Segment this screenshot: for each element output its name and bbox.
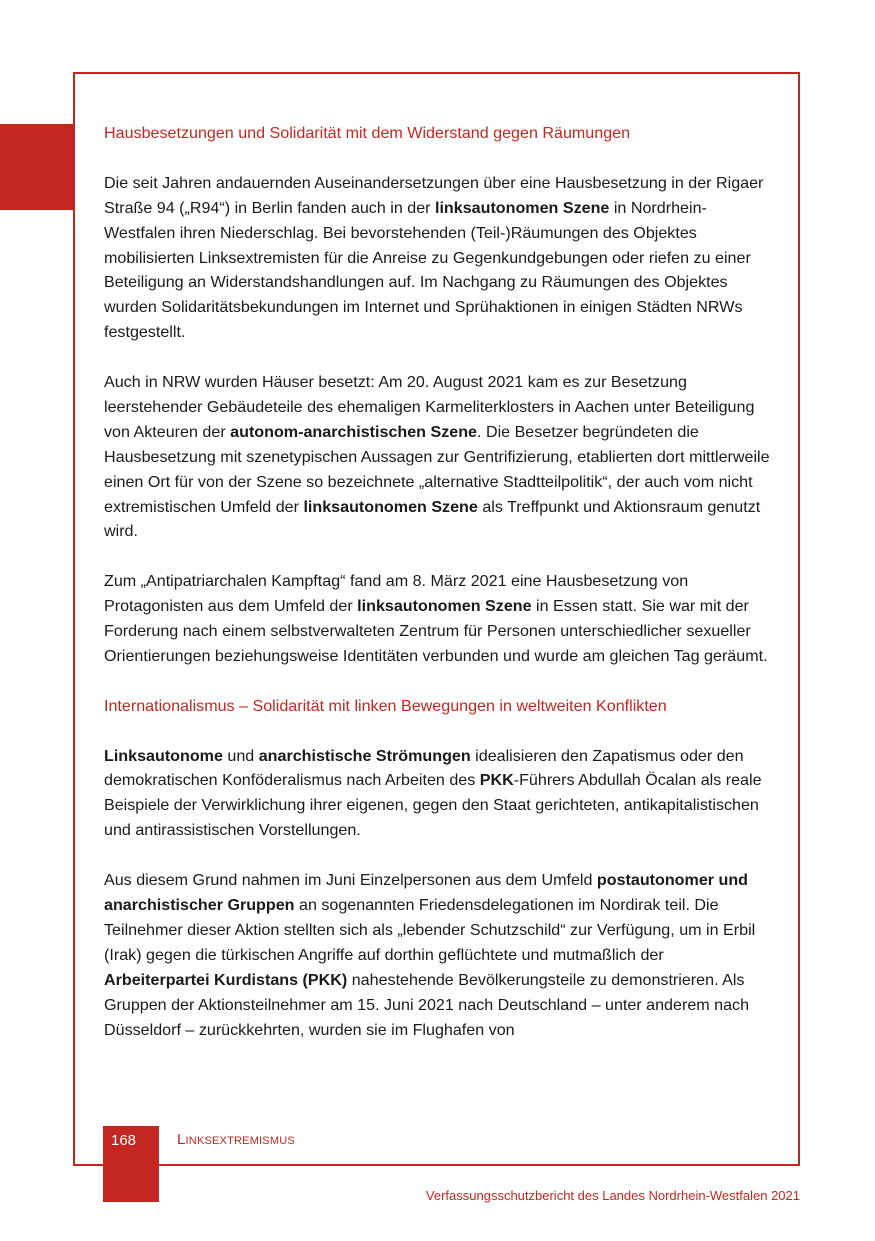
- text: Die seit Jahren andauernden Auseinandersetzungen über eine Hausbesetzung in der Rigaer Straße 94 („R94“) in Berlin fanden auch in der: [104, 173, 764, 217]
- footer-report-title: Verfassungsschutzbericht des Landes Nordrhein-Westfalen 2021: [425, 1188, 800, 1203]
- bold-term: linksautonomen Szene: [303, 497, 478, 516]
- bold-term: postautonomer und anarchistischer Gruppen: [104, 871, 748, 914]
- text: -Führers Abdullah Öcalan als reale Beispiele der Verwirklichung ihrer eigenen, gegen den Staat gerichteten, antikapitalistischen und antirassistischen Vorstellungen.: [104, 771, 762, 840]
- text: Aus diesem Grund nahmen im Juni Einzelpersonen aus dem Umfeld: [104, 871, 597, 890]
- text: nahestehende Bevölkerungsteile zu demonstrieren. Als Gruppen der Aktionsteilnehmer am 15. Juni 2021 nach Deutschland – unter anderem nach Düsseldorf – zurückkehrten, wurden sie im Flughafen von: [104, 970, 750, 1039]
- section-heading-internationalismus: Internationalismus – Solidarität mit linken Bewegungen in weltweiten Konflikten: [104, 696, 667, 715]
- paragraph-zapatismus: [104, 744, 770, 844]
- bold-term: Linksautonome: [104, 746, 223, 765]
- text: an sogenannten Friedensdelegationen im Nordirak teil. Die Teilnehmer dieser Aktion stellten sich als „lebender Schutzschild“ zur Verfügung, um in Erbil (Irak) gegen die türkischen Angriffe auf dorthin geflüchtete und mutmaßlich der: [104, 896, 756, 964]
- chapter-label: Linksextremismus: [177, 1131, 295, 1148]
- bold-term: Arbeiterpartei Kurdistans (PKK): [104, 970, 348, 989]
- bold-term: linksautonomen Szene: [434, 198, 610, 217]
- text: idealisieren den Zapatismus oder den demokratischen Konföderalismus nach Arbeiten des: [104, 746, 744, 790]
- bold-term: anarchistische Strömungen: [258, 746, 471, 765]
- paragraph-nordirak: [104, 868, 770, 1042]
- section-heading-hausbesetzungen: Hausbesetzungen und Solidarität mit dem Widerstand gegen Räumungen: [104, 124, 631, 142]
- bold-term: PKK: [479, 771, 514, 790]
- side-tab-marker: [0, 124, 75, 210]
- text: in Essen statt. Sie war mit der Forderung nach einem selbstverwalteten Zentrum für Personen unterschiedlicher sexueller Orientierungen beziehungsweise Identitäten verbunden und wurde am gleichen Tag geräumt.: [104, 597, 768, 665]
- bold-term: autonom-anarchistischen Szene: [230, 422, 477, 441]
- text: in Nordrhein-Westfalen ihren Niederschlag. Bei bevorstehenden (Teil-)Räumungen des Objektes mobilisierten Linksextremisten für die Anreise zu Gegenkundgebungen oder riefen zu einer Beteiligung an Widerstandshandlungen auf. Im Nachgang zu Räumungen des Objektes wurden Solidaritätsbekundungen im Internet und Sprühaktionen in einigen Städten NRWs festgestellt.: [104, 198, 751, 342]
- text: . Die Besetzer begründeten die Hausbesetzung mit szenetypischen Aussagen zur Gentrifizierung, etablierten dort mittlerweile einen Ort für von der Szene so bezeichnete „alternative Stadtteilpolitik“, der auch vom nicht extremistischen Umfeld der: [104, 422, 770, 516]
- bold-term: linksautonomen Szene: [357, 597, 532, 616]
- main-content: [104, 121, 770, 1067]
- text: als Treffpunkt und Aktionsraum genutzt wird.: [104, 497, 761, 541]
- page-number: 168: [103, 1126, 159, 1202]
- text: Zum „Antipatriarchalen Kampftag“ fand am 8. März 2021 eine Hausbesetzung von Protagonisten aus dem Umfeld der: [104, 572, 689, 616]
- paragraph-aachen: [104, 370, 770, 544]
- text: und: [222, 746, 259, 765]
- paragraph-essen: [104, 569, 770, 669]
- paragraph-r94: [104, 171, 770, 345]
- text: Auch in NRW wurden Häuser besetzt: Am 20. August 2021 kam es zur Besetzung leerstehender Gebäudeteile des ehemaligen Karmeliterklosters in Aachen unter Beteiligung von Akteuren der: [104, 373, 755, 441]
